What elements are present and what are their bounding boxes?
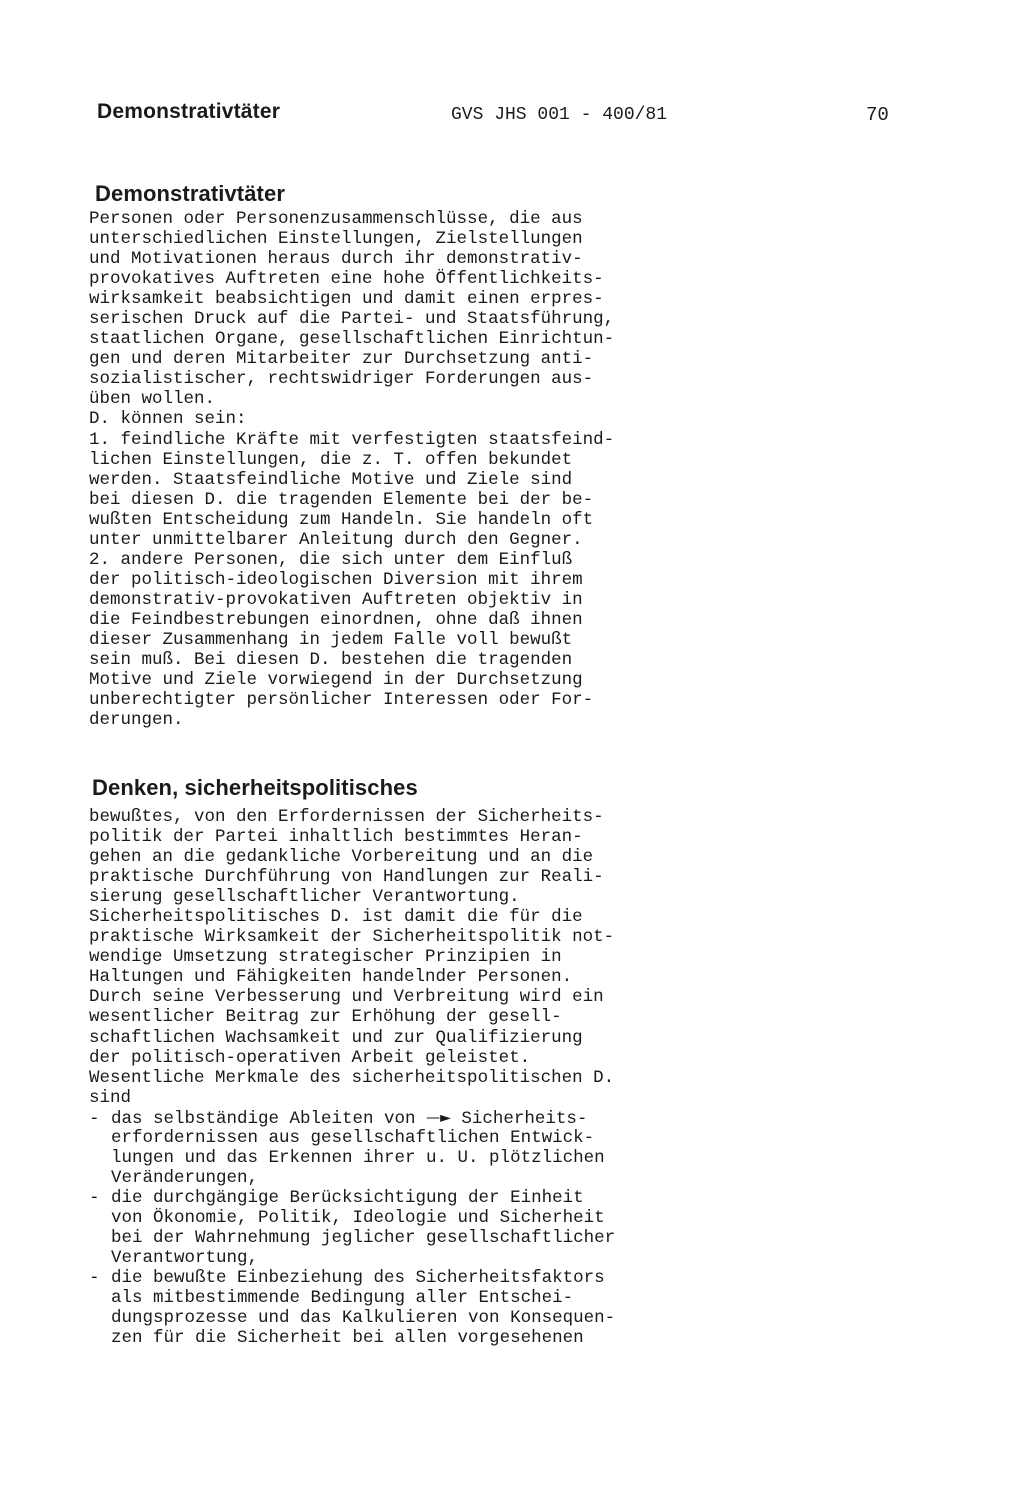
bullet-item xyxy=(89,1108,615,1128)
entry-body-demonstrativtaeter xyxy=(89,209,614,730)
text-line: wendige Umsetzung strategischer Prinzipien in xyxy=(89,947,562,968)
bullet-continuation: lungen und das Erkennen ihrer u. U. plötzlichen xyxy=(111,1147,605,1168)
text-line: praktische Durchführung von Handlungen zur Reali- xyxy=(89,867,604,888)
bullet-continuation: zen für die Sicherheit bei allen vorgesehenen xyxy=(111,1328,584,1349)
text-line: werden. Staatsfeindliche Motive und Ziele sind xyxy=(89,469,573,490)
text-line: 1. feindliche Kräfte mit verfestigten staatsfeind- xyxy=(89,429,615,450)
text-line: praktische Wirksamkeit der Sicherheitspolitik not- xyxy=(89,927,615,948)
page-number: 70 xyxy=(866,104,889,126)
text-line: gehen an die gedankliche Vorbereitung und an die xyxy=(89,847,594,868)
bullet-continuation: bei der Wahrnehmung jeglicher gesellschaftlicher xyxy=(111,1227,616,1248)
text-line: 2. andere Personen, die sich unter dem Einfluß xyxy=(89,549,573,570)
document-reference: GVS JHS 001 - 400/81 xyxy=(451,105,668,125)
text-line: lichen Einstellungen, die z. T. offen bekundet xyxy=(89,449,573,470)
text-line: bewußtes, von den Erfordernissen der Sicherheits- xyxy=(89,807,604,827)
bullet-dash: - xyxy=(89,1187,100,1208)
text-line: sein muß. Bei diesen D. bestehen die tragenden xyxy=(89,650,573,671)
text-line: serischen Druck auf die Partei- und Staatsführung, xyxy=(89,309,615,330)
page-header-title: Demonstrativtäter xyxy=(97,100,281,123)
bullet-item xyxy=(89,1268,615,1288)
bullet-text: Sicherheits- xyxy=(461,1108,588,1129)
text-line: Sicherheitspolitisches D. ist damit die für die xyxy=(89,907,583,928)
text-line: der politisch-ideologischen Diversion mit ihrem xyxy=(89,569,583,590)
text-line: sind xyxy=(89,1087,132,1108)
text-line: politik der Partei inhaltlich bestimmtes Heran- xyxy=(89,827,583,848)
text-line: D. können sein: xyxy=(89,409,247,430)
text-line: sierung gesellschaftlicher Verantwortung. xyxy=(89,887,520,908)
text-line: Haltungen und Fähigkeiten handelnder Personen. xyxy=(89,967,573,988)
bullet-continuation: Verantwortung, xyxy=(111,1248,259,1269)
text-line: wußten Entscheidung zum Handeln. Sie handeln oft xyxy=(89,509,594,530)
bullet-text: die bewußte Einbeziehung des Sicherheitsfaktors xyxy=(111,1268,605,1289)
text-line: Personen oder Personenzusammenschlüsse, die aus xyxy=(89,209,583,229)
text-line: sozialistischer, rechtswidriger Forderungen aus- xyxy=(89,369,594,390)
text-line: bei diesen D. die tragenden Elemente bei der be- xyxy=(89,489,594,510)
text-line: demonstrativ-provokativen Auftreten objektiv in xyxy=(89,589,583,610)
text-line: schaftlichen Wachsamkeit und zur Qualifizierung xyxy=(89,1027,583,1048)
bullet-continuation: als mitbestimmende Bedingung aller Entschei- xyxy=(111,1288,574,1309)
text-line: unterschiedlichen Einstellungen, Zielstellungen xyxy=(89,229,583,250)
text-line: gen und deren Mitarbeiter zur Durchsetzung anti- xyxy=(89,349,594,370)
text-line: dieser Zusammenhang in jedem Falle voll bewußt xyxy=(89,629,573,650)
text-line: unter unmittelbarer Anleitung durch den Gegner. xyxy=(89,529,583,550)
text-line: die Feindbestrebungen einordnen, ohne daß ihnen xyxy=(89,609,583,630)
bullet-dash: - xyxy=(89,1268,100,1289)
text-line: wesentlicher Beitrag zur Erhöhung der gesell- xyxy=(89,1007,562,1028)
arrow-icon: —► xyxy=(426,1109,451,1126)
text-line: Durch seine Verbesserung und Verbreitung wird ein xyxy=(89,987,604,1008)
bullet-item xyxy=(89,1188,615,1208)
entry-heading-denken-sicherheitspolitisches: Denken, sicherheitspolitisches xyxy=(92,775,418,800)
bullet-continuation: dungsprozesse und das Kalkulieren von Konsequen- xyxy=(111,1308,616,1329)
text-line: der politisch-operativen Arbeit geleistet. xyxy=(89,1047,531,1068)
text-line: Motive und Ziele vorwiegend in der Durchsetzung xyxy=(89,670,583,691)
bullet-continuation: von Ökonomie, Politik, Ideologie und Sicherheit xyxy=(111,1207,605,1228)
bullet-text: die durchgängige Berücksichtigung der Einheit xyxy=(111,1187,584,1208)
bullet-text: das selbständige Ableiten von xyxy=(111,1108,416,1129)
text-line: staatlichen Organe, gesellschaftlichen Einrichtun- xyxy=(89,329,615,350)
bullet-dash: - xyxy=(89,1108,100,1129)
text-line: unberechtigter persönlicher Interessen oder For- xyxy=(89,690,594,711)
entry-heading-demonstrativtaeter: Demonstrativtäter xyxy=(95,181,285,206)
text-line: Wesentliche Merkmale des sicherheitspolitischen D. xyxy=(89,1067,615,1088)
text-line: und Motivationen heraus durch ihr demonstrativ- xyxy=(89,249,583,270)
text-line: wirksamkeit beabsichtigen und damit einen erpres- xyxy=(89,289,604,310)
bullet-continuation: erfordernissen aus gesellschaftlichen Entwick- xyxy=(111,1127,595,1148)
text-line: derungen. xyxy=(89,710,184,731)
text-line: üben wollen. xyxy=(89,389,216,410)
text-line: provokatives Auftreten eine hohe Öffentlichkeits- xyxy=(89,269,604,290)
bullet-continuation: Veränderungen, xyxy=(111,1167,259,1188)
entry-body-denken-sicherheitspolitisches xyxy=(89,807,615,1348)
